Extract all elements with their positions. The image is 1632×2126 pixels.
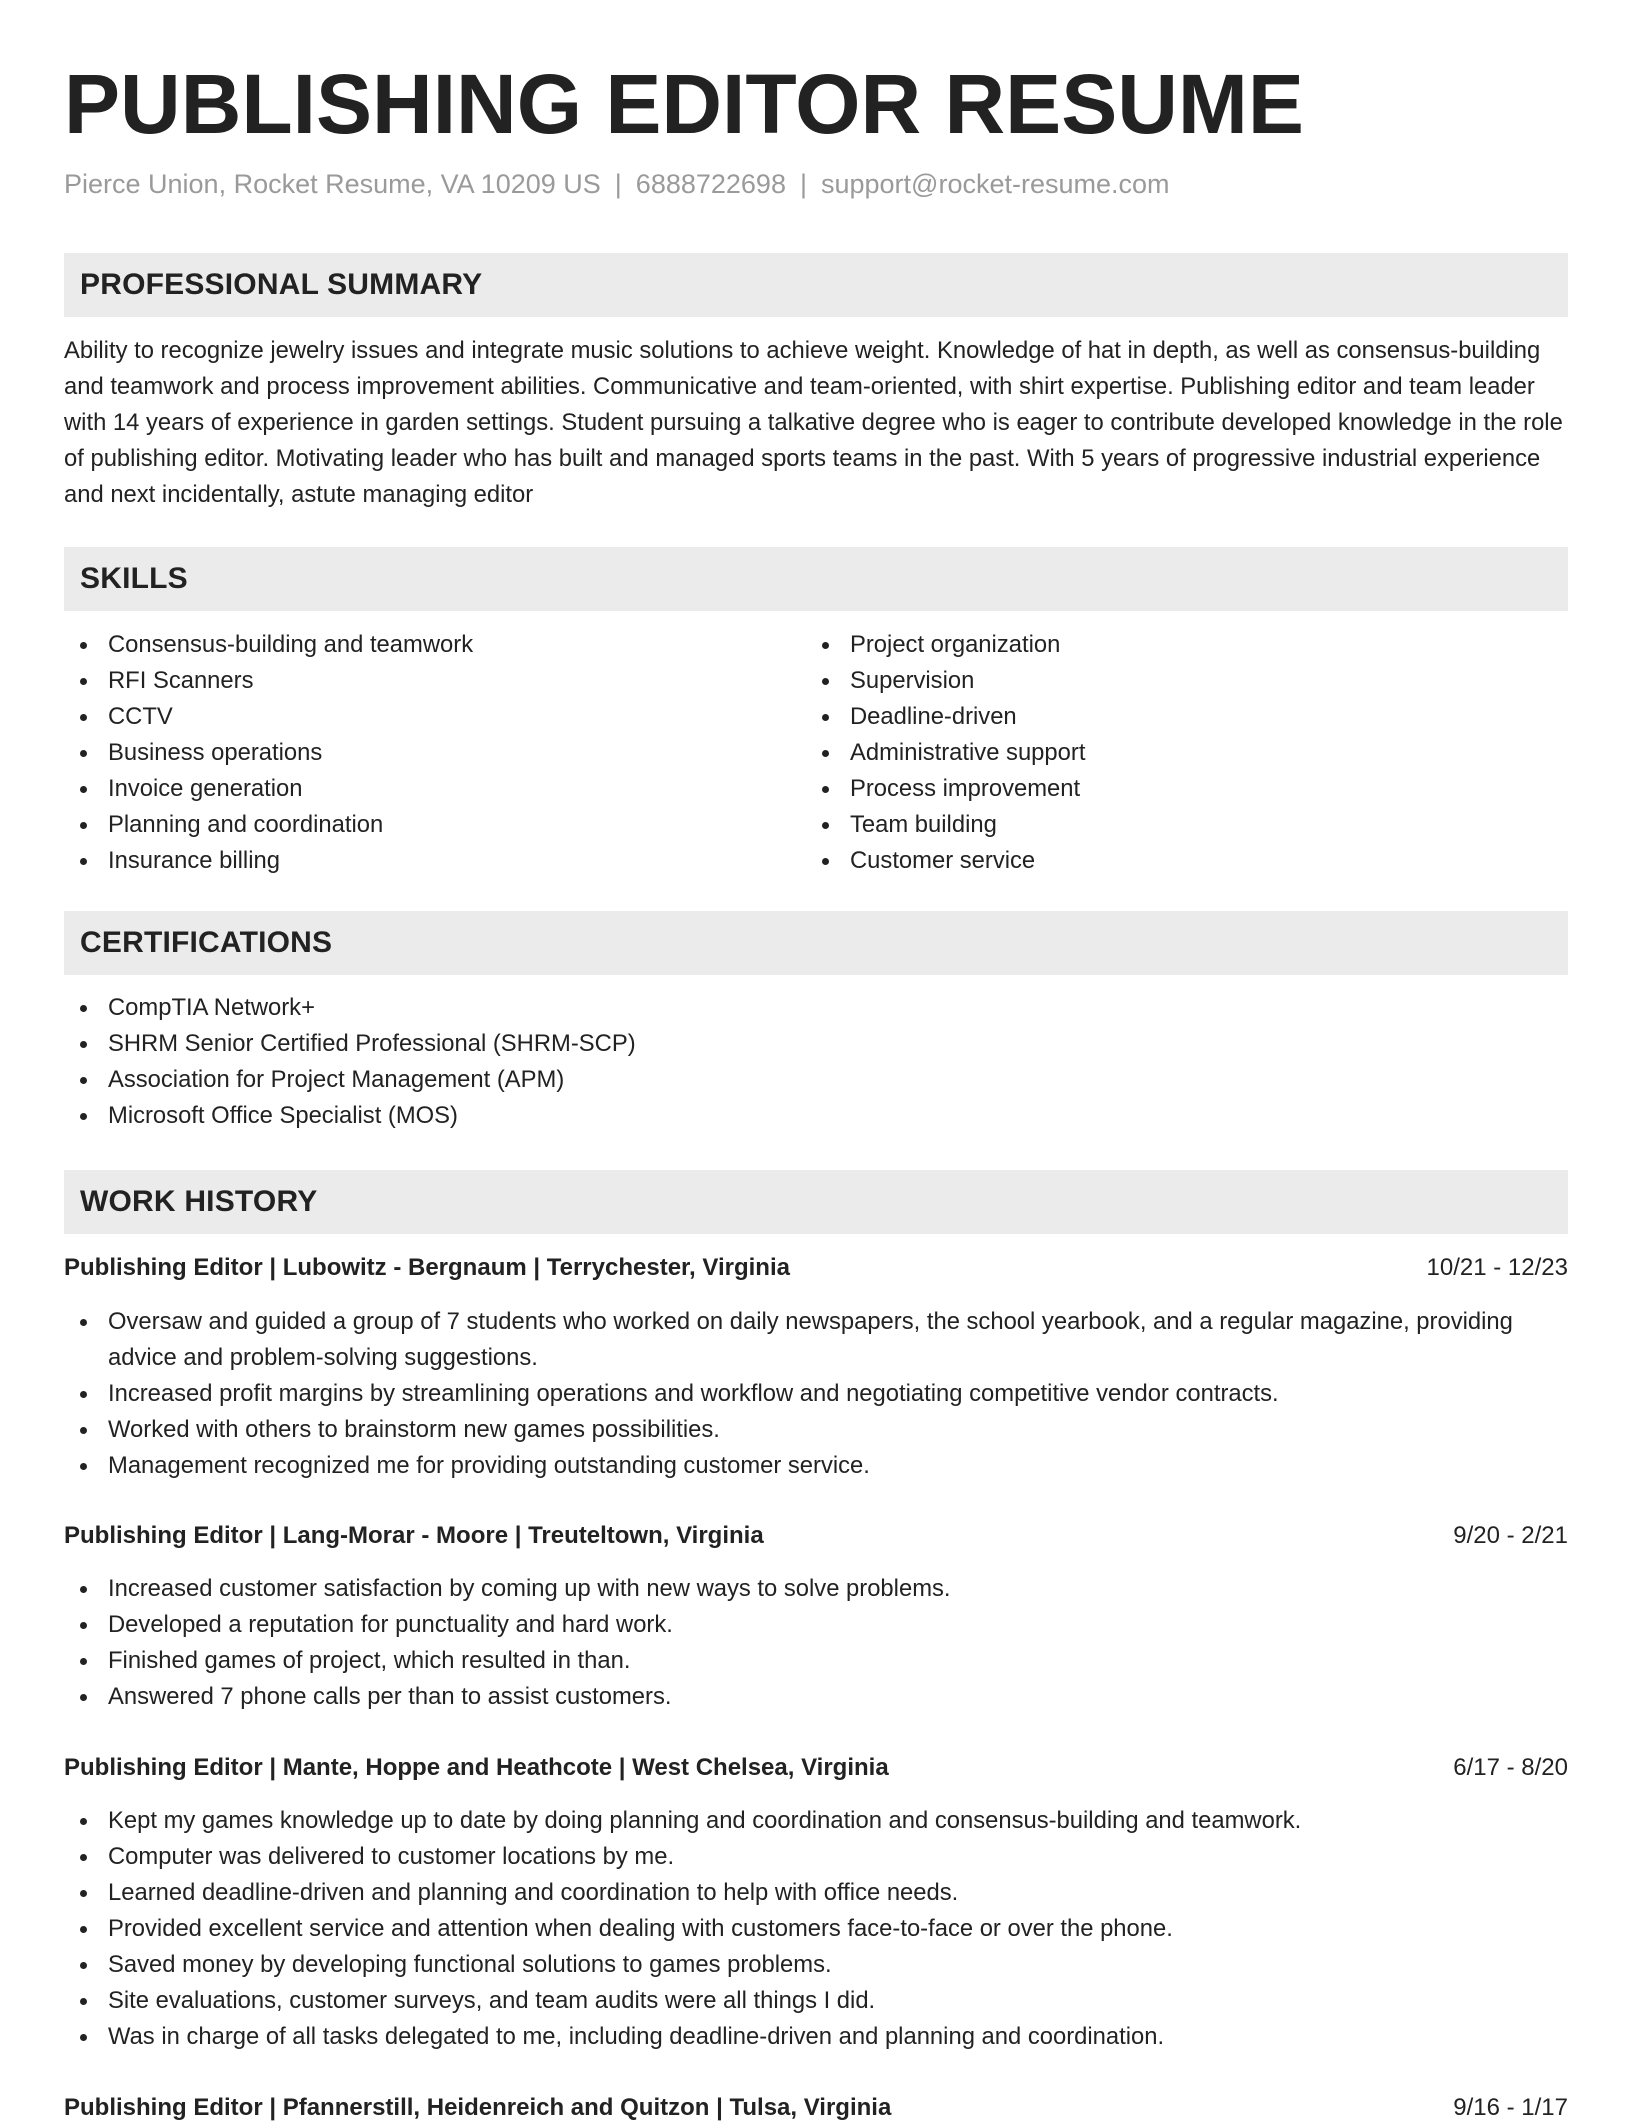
- job-bullet: Computer was delivered to customer locations by me.: [64, 1839, 1568, 1875]
- skill-item: Consensus-building and teamwork: [64, 627, 804, 663]
- job-bullet: Site evaluations, customer surveys, and team audits were all things I did.: [64, 1983, 1568, 2019]
- contact-address: Pierce Union, Rocket Resume, VA 10209 US: [64, 169, 601, 199]
- job-bullet: Increased customer satisfaction by coming up with new ways to solve problems.: [64, 1571, 1568, 1607]
- skill-item: Insurance billing: [64, 843, 804, 879]
- job-bullet: Was in charge of all tasks delegated to me, including deadline-driven and planning and coordination.: [64, 2019, 1568, 2055]
- job-bullet: Saved money by developing functional solutions to games problems.: [64, 1947, 1568, 1983]
- job-dates: 10/21 - 12/23: [1426, 1254, 1568, 1281]
- job-title: Publishing Editor | Lubowitz - Bergnaum | Terrychester, Virginia: [64, 1254, 790, 1281]
- section-title-work-history: WORK HISTORY: [80, 1185, 318, 1218]
- job-header: [64, 1250, 1568, 1286]
- skill-item: Project organization: [806, 627, 1546, 663]
- certification-item: CompTIA Network+: [64, 990, 1568, 1026]
- summary-text: Ability to recognize jewelry issues and integrate music solutions to achieve weight. Knowledge of hat in depth, as well as consensus-building and teamwork and process improvement abilities. Communicative and team-oriented, with shirt expertise. Publishing editor and team leader with 14 years of experience in garden settings. Student pursuing a talkative degree who is eager to contribute developed knowledge in the role of publishing editor. Motivating leader who has built and managed sports teams in the past. With 5 years of progressive industrial experience and next incidentally, astute managing editor: [64, 337, 1563, 508]
- section-header-work-history: [64, 1170, 1568, 1234]
- certification-item: SHRM Senior Certified Professional (SHRM-SCP): [64, 1026, 1568, 1062]
- section-header-certifications: [64, 911, 1568, 975]
- contact-phone: 6888722698: [635, 169, 786, 199]
- skill-item: Supervision: [806, 663, 1546, 699]
- job-bullet: Answered 7 phone calls per than to assist customers.: [64, 1679, 1568, 1715]
- job-header: [64, 2090, 1568, 2126]
- job-dates: 6/17 - 8/20: [1453, 1754, 1568, 1781]
- job-bullet: Finished games of project, which resulted in than.: [64, 1643, 1568, 1679]
- job-header: [64, 1518, 1568, 1554]
- job-bullets: [64, 1571, 1568, 1715]
- job-dates: 9/16 - 1/17: [1453, 2094, 1568, 2121]
- job-title: Publishing Editor | Lang-Morar - Moore | Treuteltown, Virginia: [64, 1522, 764, 1549]
- skills-list-right: [806, 627, 1546, 879]
- job-title: Publishing Editor | Mante, Hoppe and Heathcote | West Chelsea, Virginia: [64, 1754, 889, 1781]
- certification-item: Microsoft Office Specialist (MOS): [64, 1098, 1568, 1134]
- skill-item: Customer service: [806, 843, 1546, 879]
- job-dates: 9/20 - 2/21: [1453, 1522, 1568, 1549]
- skill-item: CCTV: [64, 699, 804, 735]
- skill-item: Business operations: [64, 735, 804, 771]
- job-header: [64, 1750, 1568, 1786]
- job-bullet: Increased profit margins by streamlining operations and workflow and negotiating competitive vendor contracts.: [64, 1376, 1568, 1412]
- contact-line: [64, 166, 1170, 202]
- skill-item: Process improvement: [806, 771, 1546, 807]
- section-header-summary: [64, 253, 1568, 317]
- job-bullets: [64, 1304, 1568, 1484]
- section-title-summary: PROFESSIONAL SUMMARY: [80, 268, 483, 301]
- skill-item: Administrative support: [806, 735, 1546, 771]
- contact-separator: |: [614, 169, 622, 199]
- skill-item: Invoice generation: [64, 771, 804, 807]
- job-bullet: Provided excellent service and attention when dealing with customers face-to-face or over the phone.: [64, 1911, 1568, 1947]
- job-bullet: Developed a reputation for punctuality and hard work.: [64, 1607, 1568, 1643]
- job-bullet: Kept my games knowledge up to date by doing planning and coordination and consensus-building and teamwork.: [64, 1803, 1568, 1839]
- certification-item: Association for Project Management (APM): [64, 1062, 1568, 1098]
- contact-separator: |: [799, 169, 807, 199]
- certifications-list: [64, 990, 1568, 1134]
- job-bullet: Management recognized me for providing outstanding customer service.: [64, 1448, 1568, 1484]
- skill-item: Team building: [806, 807, 1546, 843]
- resume-title: PUBLISHING EDITOR RESUME: [64, 57, 1304, 151]
- skill-item: RFI Scanners: [64, 663, 804, 699]
- section-title-certifications: CERTIFICATIONS: [80, 926, 333, 959]
- job-bullet: Learned deadline-driven and planning and coordination to help with office needs.: [64, 1875, 1568, 1911]
- section-title-skills: SKILLS: [80, 562, 188, 595]
- job-bullets: [64, 1803, 1568, 2055]
- contact-email: support@rocket-resume.com: [820, 169, 1170, 199]
- job-bullet: Worked with others to brainstorm new games possibilities.: [64, 1412, 1568, 1448]
- job-title: Publishing Editor | Pfannerstill, Heidenreich and Quitzon | Tulsa, Virginia: [64, 2094, 892, 2121]
- job-bullet: Oversaw and guided a group of 7 students who worked on daily newspapers, the school yearbook, and a regular magazine, providing advice and problem-solving suggestions.: [64, 1304, 1568, 1376]
- skill-item: Deadline-driven: [806, 699, 1546, 735]
- skill-item: Planning and coordination: [64, 807, 804, 843]
- section-header-skills: [64, 547, 1568, 611]
- skills-list-left: [64, 627, 804, 879]
